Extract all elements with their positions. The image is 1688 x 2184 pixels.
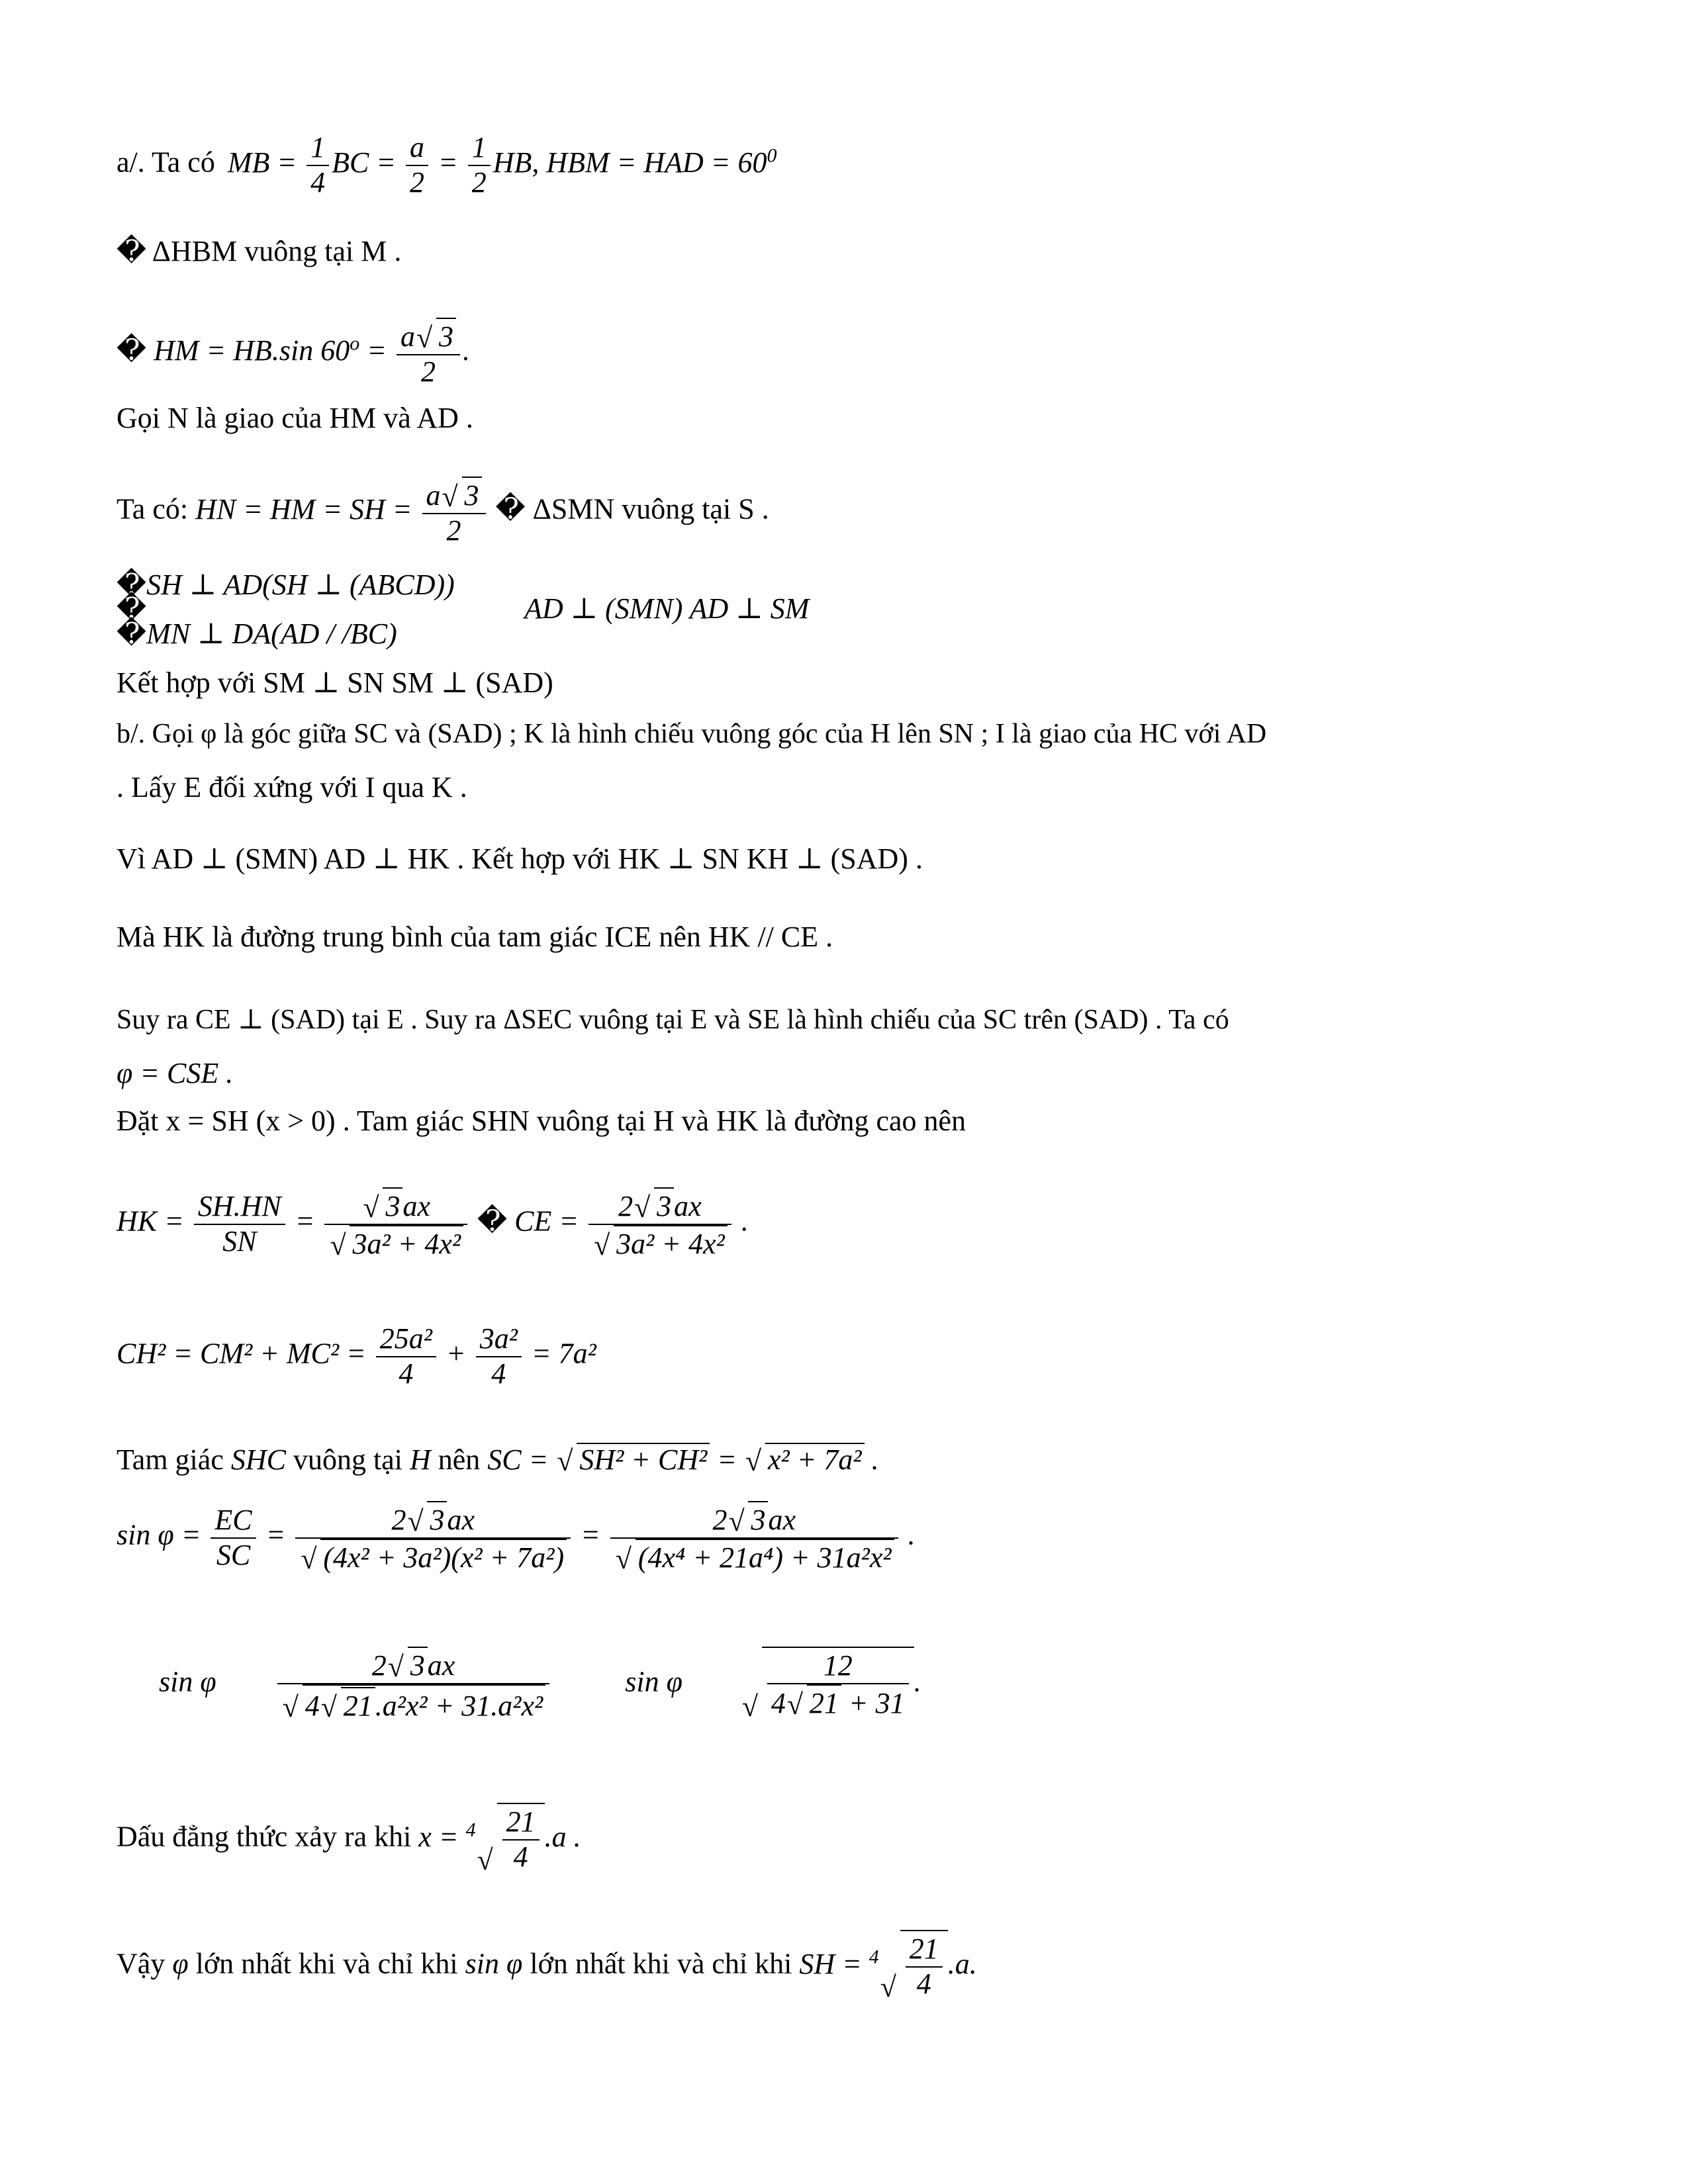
- unknown-glyph-icon: �: [117, 617, 147, 650]
- math-a-line1: MB = $\frac{1}{4}$ BC = $\frac{a}{2}$ = $\frac{1}{2}$ HB, HBM = HAD = $60^0$: [227, 131, 777, 199]
- line-vay: Vậy φ lớn nhất khi và chỉ khi sin φ lớn nhất khi và chỉ khi SH = $^4$ √ $\frac{21}{4}$ .a.: [117, 1930, 977, 2001]
- unknown-glyph-icon: �: [117, 235, 147, 267]
- line-dat: Đặt x = SH (x > 0) . Tam giác SHN vuông tại H và HK là đường cao nên: [117, 1105, 966, 1137]
- line-suy-2: φ = CSE .: [117, 1057, 234, 1089]
- line-suy-1: Suy ra CE ⊥ (SAD) tại E . Suy ra ΔSEC vuông tại E và SE là hình chiếu của SC trên (SAD) . Ta có: [117, 1005, 1229, 1035]
- text-smn-right: ΔSMN vuông tại S .: [532, 492, 769, 525]
- line-b-1: b/. Gọi φ là góc giữa SC và (SAD) ; K là hình chiếu vuông góc của H lên SN ; I là giao của HC với AD: [117, 719, 1267, 749]
- text-sys-2: MN ⊥ DA(AD / /BC): [146, 617, 397, 650]
- text-ta-co: Ta có:: [117, 492, 196, 525]
- line-a-intro: [117, 131, 776, 199]
- math-sc: SC = √ SH² + CH² = √ x² + 7a² .: [487, 1443, 878, 1476]
- text-sys-1: SH ⊥ AD(SH ⊥ (ABCD)): [146, 569, 455, 601]
- line-ch-formula: CH² = CM² + MC² = $\frac{\text{25a²}}{4}$ + $\frac{\text{3a²}}{4}$ = 7a²: [117, 1322, 596, 1390]
- line-hk-formula: HK = $\frac{SH.HN}{SN}$ = √ 3ax √ 3a² + 4x² � CE = 2√ 3ax √ 3a² + 4x² .: [117, 1187, 749, 1261]
- unknown-glyph-icon: �: [495, 492, 526, 525]
- text-sys-result: AD ⊥ (SMN) AD ⊥ SM: [524, 592, 810, 625]
- math-hm: HM = HB.sin $60^o$ = $\frac{a√ 3}{2}$ .: [154, 334, 470, 367]
- unknown-glyph-icon: �: [117, 334, 147, 367]
- unknown-glyph-icon: �: [117, 569, 147, 601]
- line-triangle-hbm: [117, 237, 401, 266]
- line-goi-n: Gọi N là giao của HM và AD .: [117, 402, 473, 434]
- text-shc: Tam giác: [117, 1443, 231, 1476]
- line-b-2: . Lấy E đối xứng với I qua K .: [117, 771, 467, 803]
- unknown-glyph-icon: �: [117, 592, 147, 625]
- line-sin-ineq: sin φ 2√ 3ax √ 4√ 21.a²x² + 31.a²x² sin φ √ $\frac{12}{4√ 21 + 31}$ .: [159, 1647, 921, 1723]
- line-shc: Tam giác SHC vuông tại H nên SC = √ SH² + CH² = √ x² + 7a² .: [117, 1443, 879, 1475]
- line-dau: Dấu đẳng thức xảy ra khi x = $^4$ √ $\frac{21}{4}$ .a .: [117, 1803, 581, 1874]
- line-ta-co-hn: [117, 477, 769, 547]
- line-vi: Vì AD ⊥ (SMN) AD ⊥ HK . Kết hợp với HK ⊥ SN KH ⊥ (SAD) .: [117, 842, 923, 875]
- text-a-intro: a/. Ta có: [117, 146, 215, 179]
- unknown-glyph-icon: �: [477, 1205, 508, 1238]
- line-ma: Mà HK là đường trung bình của tam giác ICE nên HK // CE .: [117, 921, 833, 953]
- line-hm-formula: [117, 318, 470, 388]
- line-system-2: [117, 619, 397, 649]
- line-sin-formula: sin φ = $\frac{EC}{SC}$ = 2√ 3ax √ (4x² + 3a²)(x² + 7a²) = 2√ 3ax √ (4x⁴ + 21a⁴) + 31a²x² .: [117, 1501, 915, 1574]
- text-triangle-hbm: ΔHBM vuông tại M .: [152, 235, 402, 267]
- math-hn: HN = HM = SH = $\frac{a√ 3}{2}$: [195, 493, 495, 525]
- line-ket-hop: Kết hợp với SM ⊥ SN SM ⊥ (SAD): [117, 666, 553, 699]
